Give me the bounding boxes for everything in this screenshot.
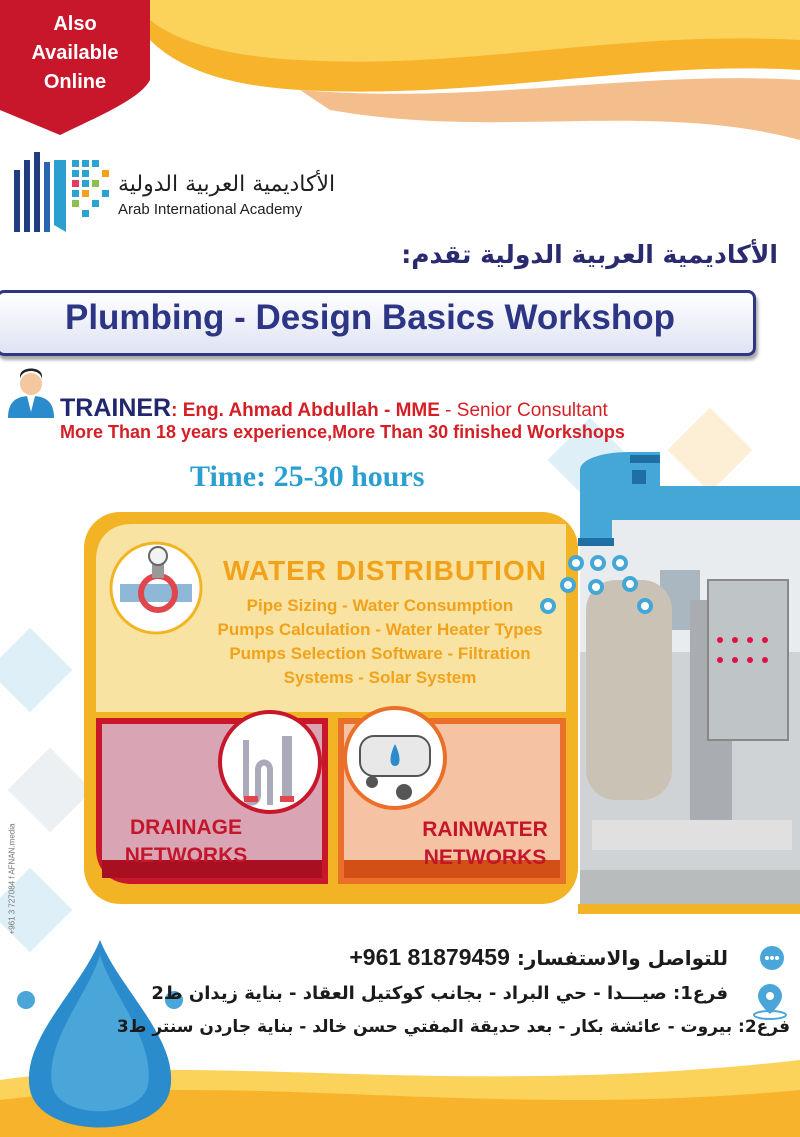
rainwater-line: RAINWATER bbox=[422, 818, 548, 841]
water-distribution-topic: Systems - Solar System bbox=[283, 668, 477, 687]
logo-english-name: Arab International Academy bbox=[118, 201, 303, 218]
workshop-title: Plumbing - Design Basics Workshop bbox=[64, 298, 675, 337]
water-distribution-title: WATER DISTRIBUTION bbox=[223, 555, 547, 586]
water-distribution-topic: Pumps Calculation - Water Heater Types bbox=[217, 620, 543, 639]
online-ribbon-text bbox=[0, 10, 150, 97]
ribbon-line: Also bbox=[53, 13, 97, 35]
branch-2-address: فرع2: بيروت - عائشة بكار - بعد حديقة المفتي حسن خالد - بناية جاردن سنتر ط3 bbox=[116, 1017, 790, 1037]
course-duration: Time: 25-30 hours bbox=[190, 460, 425, 493]
ribbon-line: Online bbox=[43, 71, 107, 93]
trainer-colon: : bbox=[171, 400, 178, 421]
rainwater-line: NETWORKS bbox=[423, 846, 547, 869]
trainer-experience: More Than 18 years experience,More Than 30 finished Workshops bbox=[60, 422, 625, 442]
academy-logo-icon bbox=[14, 152, 109, 232]
location-pin-icon bbox=[754, 984, 786, 1019]
drainage-networks-label bbox=[96, 814, 276, 870]
presents-heading: الأكاديمية العربية الدولية تقدم: bbox=[401, 240, 778, 269]
designer-credit: +961 3 727084 f AFNAN.media bbox=[7, 823, 17, 935]
equipment-photo bbox=[578, 512, 800, 914]
contact-phone: +961 81879459 bbox=[349, 944, 510, 970]
trainer-label: TRAINER bbox=[60, 394, 172, 422]
contact-line bbox=[349, 944, 728, 971]
rainwater-networks-label bbox=[400, 816, 570, 872]
trainer-name: Eng. Ahmad Abdullah - MME bbox=[177, 400, 440, 421]
drainage-line: NETWORKS bbox=[124, 844, 248, 867]
trainer-line bbox=[60, 394, 608, 423]
logo-arabic-name: الأكاديمية العربية الدولية bbox=[118, 172, 336, 197]
drainage-line: DRAINAGE bbox=[129, 816, 242, 839]
trainer-avatar-icon bbox=[8, 369, 54, 419]
water-tank-icon bbox=[345, 708, 445, 808]
branch-1-address: فرع1: صيـــدا - حي البراد - بجانب كوكتيل العقاد - بناية زيدان ط2 bbox=[151, 983, 728, 1004]
contact-label: للتواصل والاستفسار: bbox=[516, 946, 728, 970]
water-distribution-topic: Pumps Selection Software - Filtration bbox=[229, 644, 531, 663]
chat-icon bbox=[760, 946, 784, 970]
drain-pipe-icon bbox=[220, 712, 320, 812]
water-distribution-topic: Pipe Sizing - Water Consumption bbox=[246, 596, 514, 615]
ribbon-line: Available bbox=[31, 42, 119, 64]
trainer-role: - Senior Consultant bbox=[439, 400, 608, 421]
